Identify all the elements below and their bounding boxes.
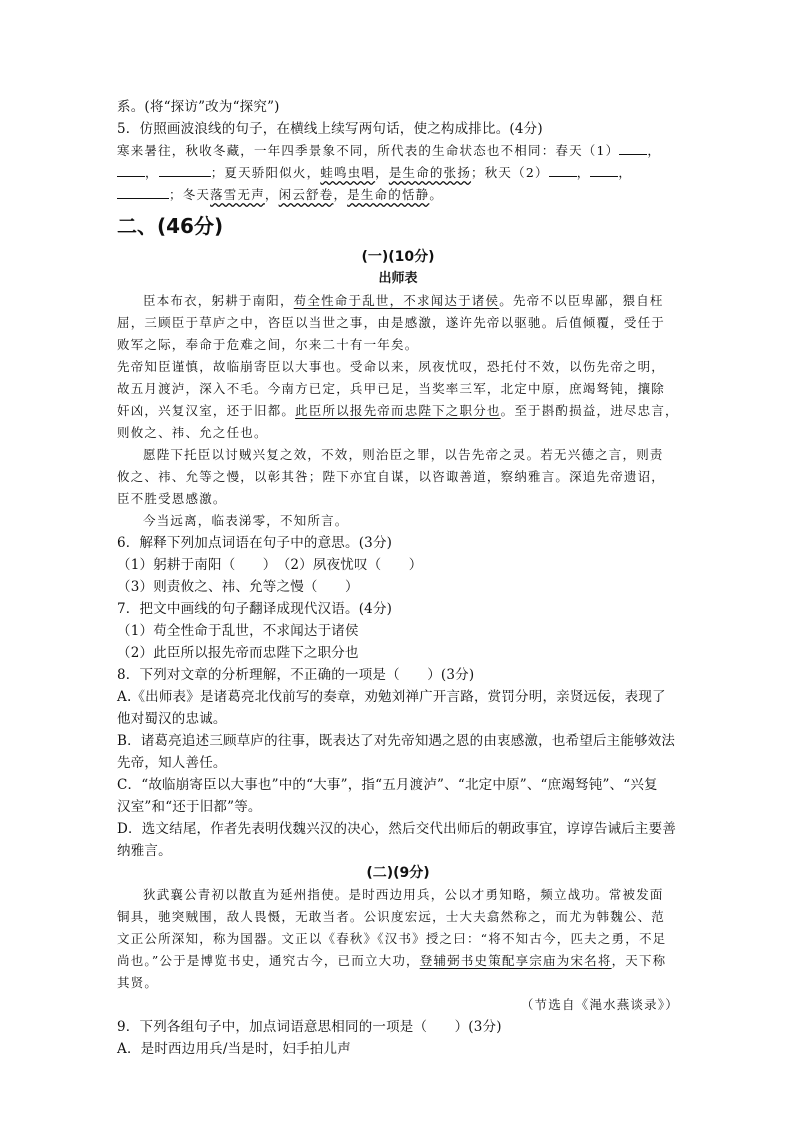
q8-option-b-cont: 先帝，知人善任。 — [117, 755, 227, 771]
q6-stem: 6．解释下列加点词语在句子中的意思。(3分) — [117, 535, 393, 551]
q5-line-1: 寒来暑往，秋收冬藏，一年四季景象不同，所代表的生命状态也不相同：春天（1） ， — [117, 140, 679, 162]
q5-stem: 5．仿照画波浪线的句子，在横线上续写两句话，使之构成排比。(4分) — [117, 121, 543, 137]
passage-1-line: 奸凶，兴复汉室，还于旧都。此臣所以报先帝而忠陛下之职分也。至于斟酌损益，进尽忠言， — [117, 403, 679, 418]
q5-blank-4[interactable] — [549, 162, 577, 177]
q7-item: （1）苟全性命于乱世，不求闻达于诸侯 — [117, 623, 359, 639]
part-2-title: (二)(9分) — [366, 865, 430, 881]
passage-1-line: 则攸之、祎、允之任也。 — [117, 425, 268, 440]
wavy-phrase: 闲云舒卷 — [278, 187, 334, 202]
q8-option-c: C．“故临崩寄臣以大事也”中的“大事”，指“五月渡泸”、“北定中原”、“庶竭驽钝”、“兴复 — [117, 777, 658, 793]
q7-item: （2）此臣所以报先帝而忠陛下之职分也 — [117, 645, 359, 661]
passage-1-line: 今当远离，临表涕零，不知所言。 — [143, 513, 349, 528]
q5-blank-5[interactable] — [590, 162, 618, 177]
passage-1-line: 先帝知臣谨慎，故临崩寄臣以大事也。受命以来，夙夜忧叹，恐托付不效，以伤先帝之明， — [117, 359, 666, 374]
q8-option-b: B．诸葛亮追述三顾草庐的往事，既表达了对先帝知遇之恩的由衷感激，也希望后主能够效法 — [117, 733, 676, 749]
q6-item: （3）则责攸之、祎、允等之慢（ ） — [117, 579, 359, 595]
passage-2-source: （节选自《渑水燕谈录》） — [520, 997, 679, 1012]
q5-line-3: ；冬天落雪无声，闲云舒卷，是生命的恬静。 — [117, 184, 679, 206]
passage-1-line: 故五月渡泸，深入不毛。今南方已定，兵甲已足，当奖率三军，北定中原，庶竭驽钝，攘除 — [117, 381, 666, 396]
underlined-sentence: 登辅弼书史策配享宗庙为宋名将 — [419, 953, 612, 968]
wavy-phrase: 蛙鸣虫唱 — [320, 165, 376, 180]
section-title: 二、(46分) — [117, 214, 224, 238]
passage-2-line: 尚也。”公于是博览书史，通究古今，已而立大功，登辅弼书史策配享宗庙为宋名将，天下称 — [117, 953, 667, 968]
q8-option-c-cont: 汉室”和“还于旧都”等。 — [117, 799, 262, 815]
q5-line-2: ， ；夏天骄阳似火，蛙鸣虫唱，是生命的张扬；秋天（2） ， ， — [117, 162, 679, 184]
q8-option-a-cont: 他对蜀汉的忠诚。 — [117, 711, 227, 727]
passage-2-line: 其贤。 — [117, 975, 159, 990]
q5-blank-1[interactable] — [619, 140, 647, 155]
q9-stem: 9．下列各组句子中，加点词语意思相同的一项是（ ）(3分) — [117, 1019, 502, 1035]
passage-2-line: 狄武襄公青初以散直为延州指使。是时西边用兵，公以才勇知略，频立战功。常被发面 — [143, 887, 664, 902]
q6-item: （1）躬耕于南阳（ ） （2）夙夜忧叹（ ） — [117, 557, 423, 573]
passage-1-title: 出师表 — [378, 271, 418, 286]
q8-option-a: A.《出师表》是诸葛亮北伐前写的奏章，劝勉刘禅广开言路，赏罚分明，亲贤远佞，表现了 — [117, 689, 666, 705]
exam-page — [117, 96, 679, 1060]
q5-blank-3[interactable] — [159, 162, 211, 177]
q5-blank-2[interactable] — [117, 162, 145, 177]
wavy-phrase: 落雪无声 — [210, 187, 265, 202]
q5-blank-6[interactable] — [117, 184, 169, 199]
passage-1-line: 败军之际，奉命于危难之间，尔来二十有一年矣。 — [117, 337, 419, 352]
q8-stem: 8．下列对文章的分析理解，不正确的一项是（ ）(3分) — [117, 667, 475, 683]
q8-option-d: D．选文结尾，作者先表明伐魏兴汉的决心，然后交代出师后的朝政事宜，谆谆告诫后主要善 — [117, 821, 677, 837]
passage-2-line: 文正公所深知，称为国器。文正以《春秋》《汉书》授之曰：“将不知古今，匹夫之勇，不足 — [117, 931, 667, 946]
q9-option-a: A．是时西边用兵/当是时，妇手拍儿声 — [117, 1041, 351, 1057]
passage-1-line: 臣不胜受恩感激。 — [117, 491, 227, 506]
q4-tail: 系。(将“探访”改为“探究”) — [117, 99, 280, 115]
passage-1-line: 攸之、祎、允等之慢，以彰其咎；陛下亦宜自谋，以咨诹善道，察纳雅言。深追先帝遗诏， — [117, 469, 666, 484]
passage-1-line: 愿陛下托臣以讨贼兴复之效，不效，则治臣之罪，以告先帝之灵。若无兴德之言，则责 — [143, 447, 664, 462]
q7-stem: 7．把文中画线的句子翻译成现代汉语。(4分) — [117, 601, 393, 617]
wavy-phrase: 是生命的恬静 — [347, 187, 430, 202]
q8-option-d-cont: 纳雅言。 — [117, 843, 172, 859]
passage-1-line: 臣本布衣，躬耕于南阳，苟全性命于乱世，不求闻达于诸侯。先帝不以臣卑鄙，猥自枉 — [143, 293, 664, 308]
underlined-sentence: 苟全性命于乱世，不求闻达于诸侯 — [293, 293, 500, 308]
passage-1-line: 屈，三顾臣于草庐之中，咨臣以当世之事，由是感激，遂许先帝以驱驰。后值倾覆，受任于 — [117, 315, 666, 330]
wavy-phrase: 是生命的张扬 — [388, 165, 472, 180]
underlined-sentence: 此臣所以报先帝而忠陛下之职分也 — [295, 403, 501, 418]
part-1-title: (一)(10分) — [361, 249, 435, 265]
passage-2-line: 铜具，驰突贼围，敌人畏慑，无敢当者。公识度宏远，士大夫翕然称之，而尤为韩魏公、范 — [117, 909, 666, 924]
